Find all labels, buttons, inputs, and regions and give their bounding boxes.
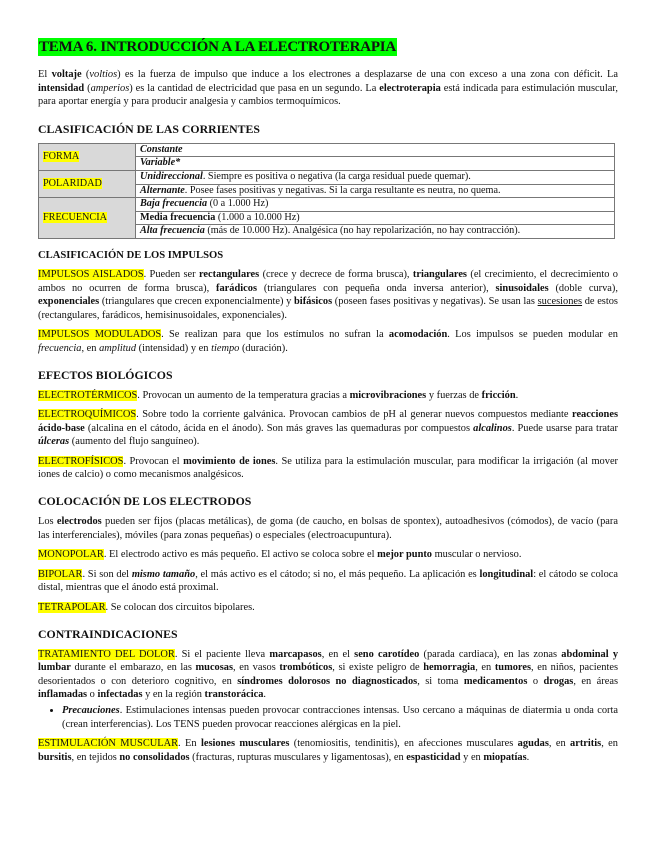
- table-label-polaridad: POLARIDAD: [39, 170, 136, 197]
- table-cell: Variable*: [136, 157, 615, 171]
- electrofisicos-paragraph: ELECTROFÍSICOS. Provocan el movimiento de iones. Se utiliza para la estimulación muscular, para modificar la irrigación (al mover iones de calcio) o como mecanismos analgésicos.: [38, 455, 619, 481]
- tratamiento-dolor-paragraph: TRATAMIENTO DEL DOLOR. Si el paciente lleva marcapasos, en el seno carotídeo (parada cardiaca), en las zonas abdominal y lumbar durante el embarazo, en las mucosas, en vasos trombóticos, si existe peligro de hemorragia, en tumores, en niños, pacientes desorientados o con deterioro cognitivo, en síndromes dolorosos no diagnosticados, si toma medicamentos o drogas, en áreas inflamadas o infectadas y en la región transtorácica.: [38, 648, 619, 701]
- table-cell: Unidireccional. Siempre es positiva o negativa (la carga residual puede quemar).: [136, 170, 615, 184]
- list-item: • Precauciones. Estimulaciones intensas pueden provocar contracciones intensas. Uso cercano a máquinas de diatermia u onda corta (crean interferencias). Los TENS pueden provocar reacciones alérgicas en la piel.: [62, 704, 618, 731]
- section-heading-efectos: EFECTOS BIOLÓGICOS: [38, 367, 173, 382]
- impulsos-modulados-paragraph: IMPULSOS MODULADOS. Se realizan para que los estímulos no sufran la acomodación. Los impulsos se pueden modular en frecuencia, en amplitud (intensidad) y en tiempo (duración).: [38, 329, 618, 354]
- section-heading-impulsos: CLASIFICACIÓN DE LOS IMPULSOS: [38, 249, 224, 261]
- table-cell: Media frecuencia (1.000 a 10.000 Hz): [136, 211, 615, 225]
- bipolar-paragraph: BIPOLAR. Si son del mismo tamaño, el más activo es el cátodo; si no, el más pequeño. La aplicación es longitudinal: el cátodo se coloca distal, mientras que el ánodo está proximal.: [38, 568, 618, 594]
- section-heading-corrientes: CLASIFICACIÓN DE LAS CORRIENTES: [38, 121, 260, 136]
- monopolar-paragraph: MONOPOLAR. El electrodo activo es más pequeño. El activo se coloca sobre el mejor punto muscular o nervioso.: [38, 549, 522, 561]
- estimulacion-muscular-paragraph: ESTIMULACIÓN MUSCULAR. En lesiones musculares (tenomiositis, tendinitis), en afecciones musculares agudas, en artritis, en bursitis, en tejidos no consolidados (fracturas, rupturas musculares y ligamentosas), en espasticidad y en miopatías.: [38, 738, 618, 763]
- intro-paragraph: El voltaje (voltios) es la fuerza de impulso que induce a los electrones a desplazarse de una con exceso a una zona con déficit. La intensidad (amperios) es la cantidad de electricidad que pasa en un segundo. La electroterapia está indicada para estimulación muscular, para aportar energía y para producir analgesia y cambios termoquímicos.: [38, 69, 618, 108]
- section-heading-colocacion: COLOCACIÓN DE LOS ELECTRODOS: [38, 494, 252, 509]
- page-title: TEMA 6. INTRODUCCIÓN A LA ELECTROTERAPIA: [39, 39, 397, 55]
- table-label-frecuencia: FRECUENCIA: [39, 198, 136, 239]
- precauciones-list: [38, 704, 618, 731]
- table-cell: Alternante. Posee fases positivas y negativas. Si la carga resultante es neutra, no quema.: [136, 184, 615, 198]
- table-cell: Constante: [136, 143, 615, 157]
- impulsos-aislados-paragraph: IMPULSOS AISLADOS. Pueden ser rectangulares (crece y decrece de forma brusca), triangulares (el crecimiento, el decrecimiento o ambos no ocurren de forma brusca), farádicos (triangulares con pequeña onda inversa anterior), sinusoidales (doble curva), exponenciales (triangulares que crecen exponencialmente) y bifásicos (poseen fases positivas y negativas). Se usan las sucesiones de estos (rectangulares, farádicos, hemisinusoidales, exponenciales).: [38, 268, 618, 321]
- table-cell: Baja frecuencia (0 a 1.000 Hz): [136, 198, 615, 212]
- corrientes-table: [38, 143, 615, 239]
- electrodos-paragraph: Los electrodos pueden ser fijos (placas metálicas), de goma (de caucho, en bolsas de spontex), autoadhesivos (cómodos), de vacío (para las interferenciales), móviles (para zonas pequeñas) o especiales (electroacupuntura).: [38, 516, 618, 541]
- table-label-forma: FORMA: [39, 143, 136, 170]
- tetrapolar-paragraph: TETRAPOLAR. Se colocan dos circuitos bipolares.: [38, 602, 255, 614]
- electrotermicos-paragraph: ELECTROTÉRMICOS. Provocan un aumento de la temperatura gracias a microvibraciones y fuerzas de fricción.: [38, 389, 519, 401]
- section-heading-contraindicaciones: CONTRAINDICACIONES: [38, 626, 178, 641]
- electroquimicos-paragraph: ELECTROQUÍMICOS. Sobre todo la corriente galvánica. Provocan cambios de pH al generar nuevos compuestos mediante reacciones ácido-base (alcalina en el cátodo, ácida en el ánodo). Son más graves las quemaduras por compuestos alcalinos. Puede usarse para tratar úlceras (aumento del flujo sanguíneo).: [38, 409, 618, 448]
- table-cell: Alta frecuencia (más de 10.000 Hz). Analgésica (no hay repolarización, no hay contracción).: [136, 225, 615, 239]
